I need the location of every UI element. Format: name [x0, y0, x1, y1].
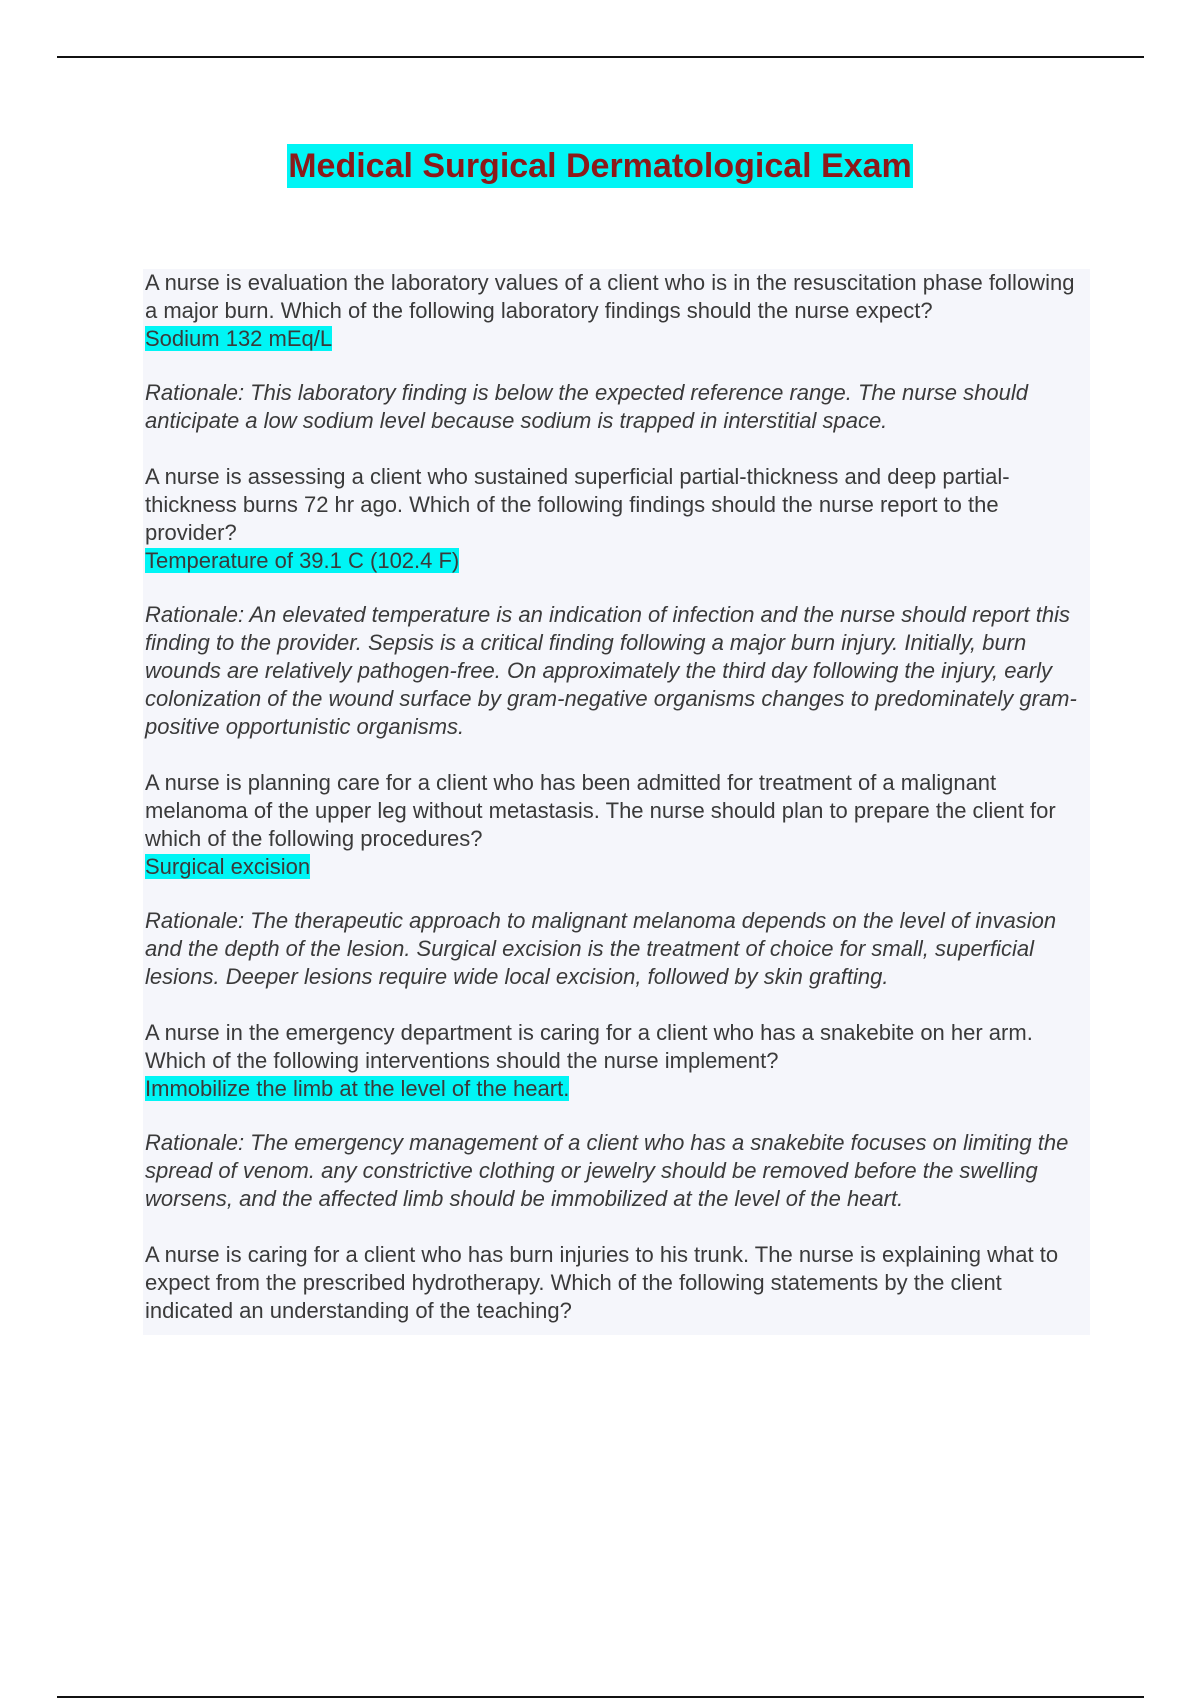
question-text: A nurse in the emergency department is caring for a client who has a snakebite on her arm. Which of the following interventions should the nurse implement? — [145, 1020, 1033, 1073]
question-text: A nurse is evaluation the laboratory values of a client who is in the resuscitation phase following a major burn. Which of the following laboratory findings should the nurse expect? — [145, 270, 1075, 323]
question-block-1 — [145, 269, 1090, 435]
answer-highlight: Sodium 132 mEq/L — [145, 326, 333, 351]
question-block-2 — [145, 463, 1090, 741]
bottom-rule — [57, 1696, 1144, 1698]
question-block-5 — [145, 1241, 1090, 1325]
rationale-text: Rationale: The emergency management of a client who has a snakebite focuses on limiting the spread of venom. any constrictive clothing or jewelry should be removed before the swelling worsens, and the affected limb should be immobilized at the level of the heart. — [145, 1130, 1069, 1211]
answer-highlight: Immobilize the limb at the level of the heart. — [145, 1076, 570, 1101]
document-content — [143, 269, 1090, 1335]
document-title: Medical Surgical Dermatological Exam — [287, 144, 913, 188]
question-text: A nurse is assessing a client who sustained superficial partial-thickness and deep partial-thickness burns 72 hr ago. Which of the following findings should the nurse report to the provider? — [145, 464, 1010, 545]
question-text: A nurse is caring for a client who has burn injuries to his trunk. The nurse is explaining what to expect from the prescribed hydrotherapy. Which of the following statements by the client indicated an understanding of the teaching? — [145, 1242, 1059, 1323]
rationale-text: Rationale: An elevated temperature is an indication of infection and the nurse should report this finding to the provider. Sepsis is a critical finding following a major burn injury. Initially, burn wounds are relatively pathogen-free. On approximately the third day following the injury, early colonization of the wound surface by gram-negative organisms changes to predominately gram-positive opportunistic organisms. — [145, 602, 1077, 739]
question-block-3 — [145, 769, 1090, 991]
rationale-text: Rationale: The therapeutic approach to malignant melanoma depends on the level of invasion and the depth of the lesion. Surgical excision is the treatment of choice for small, superficial lesions. Deeper lesions require wide local excision, followed by skin grafting. — [145, 908, 1057, 989]
answer-highlight: Temperature of 39.1 C (102.4 F) — [145, 548, 460, 573]
question-text: A nurse is planning care for a client who has been admitted for treatment of a malignant melanoma of the upper leg without metastasis. The nurse should plan to prepare the client for which of the following procedures? — [145, 770, 1056, 851]
answer-highlight: Surgical excision — [145, 854, 311, 879]
rationale-text: Rationale: This laboratory finding is below the expected reference range. The nurse should anticipate a low sodium level because sodium is trapped in interstitial space. — [145, 380, 1028, 433]
question-block-4 — [145, 1019, 1090, 1213]
title-wrap — [0, 144, 1200, 188]
top-rule — [57, 56, 1144, 58]
